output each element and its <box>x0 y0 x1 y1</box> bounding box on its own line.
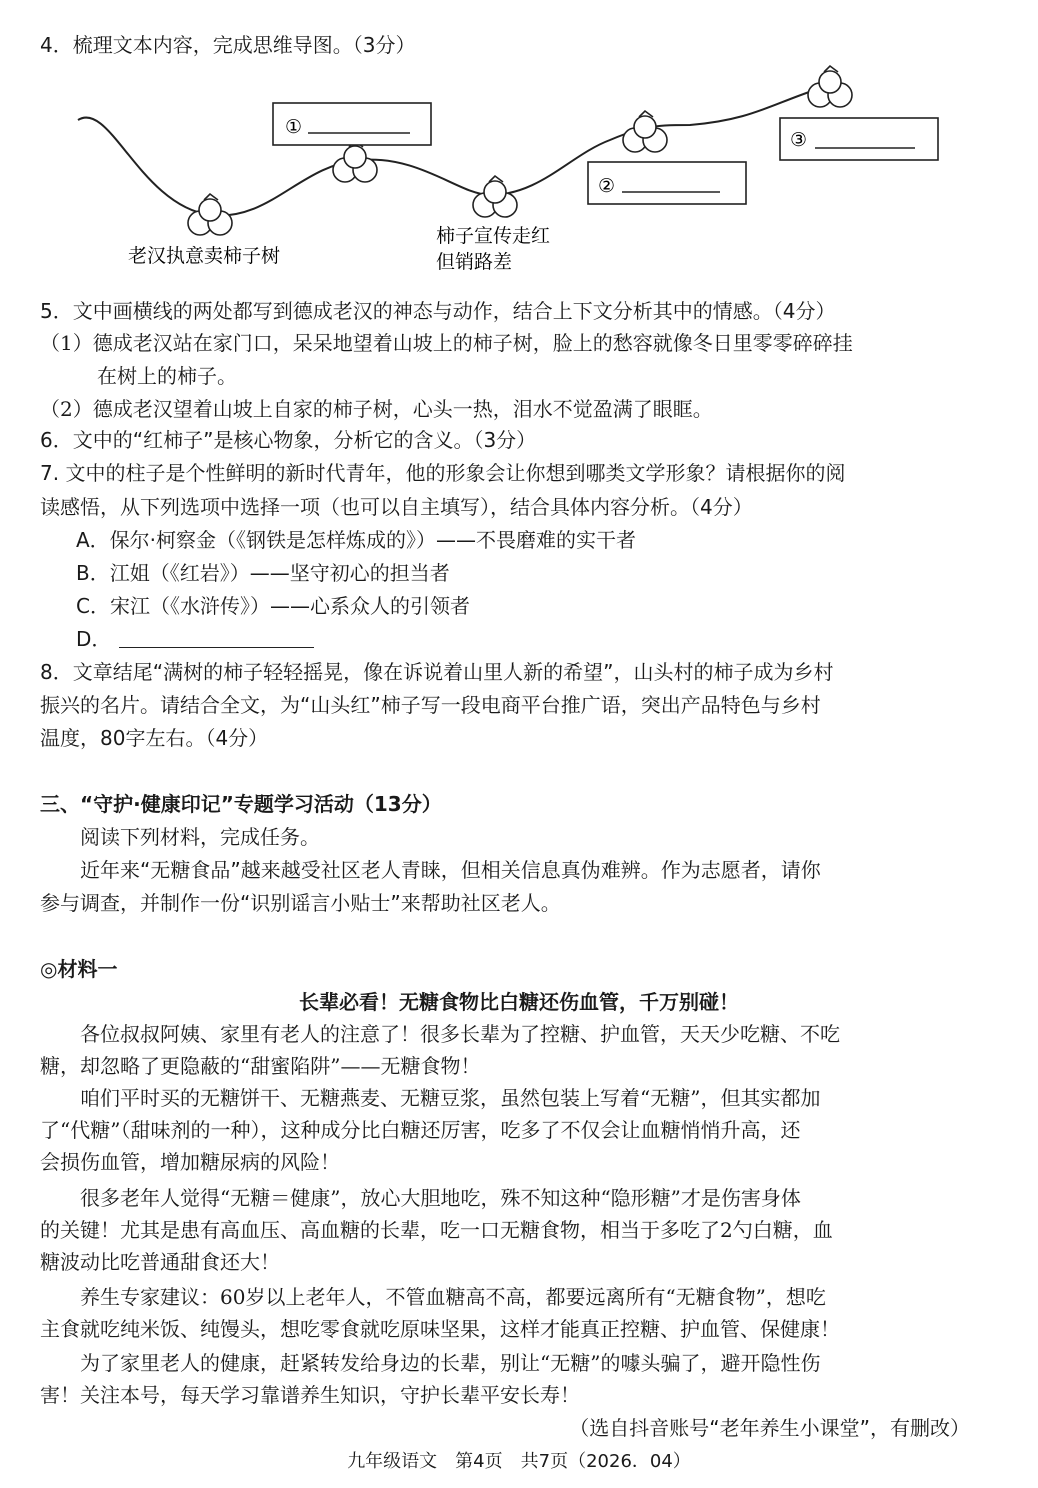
mind-map-diagram <box>70 60 970 290</box>
material1-p5-a: 为了家里老人的健康，赶紧转发给身边的长辈，别让“无糖”的噱头骗了，避开隐性伤 <box>80 1351 821 1375</box>
q7-option-b: B．江姐（《红岩》）——坚守初心的担当者 <box>76 561 450 585</box>
q7-option-d-blank[interactable] <box>119 627 314 648</box>
material1-p2-a: 咱们平时买的无糖饼干、无糖燕麦、无糖豆浆，虽然包装上写着“无糖”，但其实都加 <box>80 1086 821 1110</box>
q4-title: 4．梳理文本内容，完成思维导图。（3分） <box>40 33 416 57</box>
material1-label: ◎材料一 <box>40 957 118 981</box>
material1-p5-b: 害！关注本号，每天学习靠谱养生知识，守护长辈平安长寿！ <box>40 1383 580 1407</box>
material1-p1-b: 糖，却忽略了更隐蔽的“甜蜜陷阱”——无糖食物！ <box>40 1054 481 1078</box>
q6-title: 6．文中的“红柿子”是核心物象，分析它的含义。（3分） <box>40 428 537 452</box>
page-footer: 九年级语文 第4页 共7页（2026．04） <box>347 1451 691 1472</box>
q8-line3: 温度，80字左右。（4分） <box>40 726 269 750</box>
section3-intro1: 阅读下列材料，完成任务。 <box>80 825 320 849</box>
persimmon-cluster-5 <box>808 66 852 107</box>
q5-item2: （2）德成老汉望着山坡上自家的柿子树，心头一热，泪水不觉盈满了眼眶。 <box>40 397 713 421</box>
label-mid-1: 柿子宣传走红 <box>436 225 551 247</box>
answer-box-1-label: ① <box>285 116 303 138</box>
q7-option-a: A．保尔·柯察金（《钢铁是怎样炼成的》）——不畏磨难的实干者 <box>76 528 637 552</box>
persimmon-cluster-3 <box>473 176 517 217</box>
material1-p3-b: 的关键！尤其是患有高血压、高血糖的长辈，吃一口无糖食物，相当于多吃了2勺白糖，血 <box>40 1218 833 1242</box>
persimmon-cluster-4 <box>623 111 667 152</box>
q7-option-d-label: D． <box>76 627 112 651</box>
answer-box-3-label: ③ <box>790 129 808 151</box>
label-mid-2: 但销路差 <box>436 251 513 273</box>
persimmon-cluster-2 <box>333 141 377 182</box>
q8-line2: 振兴的名片。请结合全文，为“山头红”柿子写一段电商平台推广语，突出产品特色与乡村 <box>40 693 821 717</box>
material1-p4-b: 主食就吃纯米饭、纯馒头，想吃零食就吃原味坚果，这样才能真正控糖、护血管、保健康！ <box>40 1317 840 1341</box>
material1-p2-b: 了“代糖”（甜味剂的一种），这种成分比白糖还厉害，吃多了不仅会让血糖悄悄升高，还 <box>40 1118 801 1142</box>
q7-title-a: 7. 文中的柱子是个性鲜明的新时代青年，他的形象会让你想到哪类文学形象？请根据你的阅 <box>40 461 846 485</box>
material1-p4-a: 养生专家建议：60岁以上老年人，不管血糖高不高，都要远离所有“无糖食物”，想吃 <box>80 1285 826 1309</box>
section3-intro2-b: 参与调查，并制作一份“识别谣言小贴士”来帮助社区老人。 <box>40 891 561 915</box>
material1-p2-c: 会损伤血管，增加糖尿病的风险！ <box>40 1150 340 1174</box>
section3-intro2-a: 近年来“无糖食品”越来越受社区老人青睐，但相关信息真伪难辨。作为志愿者，请你 <box>80 858 821 882</box>
persimmon-cluster-1 <box>188 194 232 235</box>
q7-option-c: C．宋江（《水浒传》）——心系众人的引领者 <box>76 594 470 618</box>
q7-title-b: 读感悟，从下列选项中选择一项（也可以自主填写），结合具体内容分析。（4分） <box>40 495 753 519</box>
q7-option-d <box>76 624 314 654</box>
material1-p1-a: 各位叔叔阿姨、家里有老人的注意了！很多长辈为了控糖、护血管，天天少吃糖、不吃 <box>80 1022 840 1046</box>
q5-title: 5．文中画横线的两处都写到德成老汉的神态与动作，结合上下文分析其中的情感。（4分） <box>40 299 836 323</box>
material1-headline: 长辈必看！无糖食物比白糖还伤血管，千万别碰！ <box>299 990 739 1014</box>
q5-item1-a: （1）德成老汉站在家门口，呆呆地望着山坡上的柿子树，脸上的愁容就像冬日里零零碎碎挂 <box>40 331 853 355</box>
material1-p3-c: 糖波动比吃普通甜食还大！ <box>40 1250 280 1274</box>
section3-title: 三、“守护·健康印记”专题学习活动（13分） <box>40 792 442 816</box>
q5-item1-b: 在树上的柿子。 <box>97 364 237 388</box>
material1-p3-a: 很多老年人觉得“无糖＝健康”，放心大胆地吃，殊不知这种“隐形糖”才是伤害身体 <box>80 1186 801 1210</box>
label-start: 老汉执意卖柿子树 <box>128 245 281 267</box>
material1-source: （选自抖音账号“老年养生小课堂”，有删改） <box>569 1416 970 1440</box>
q8-line1: 8．文章结尾“满树的柿子轻轻摇晃，像在诉说着山里人新的希望”，山头村的柿子成为乡村 <box>40 660 834 684</box>
answer-box-2-label: ② <box>598 175 616 197</box>
